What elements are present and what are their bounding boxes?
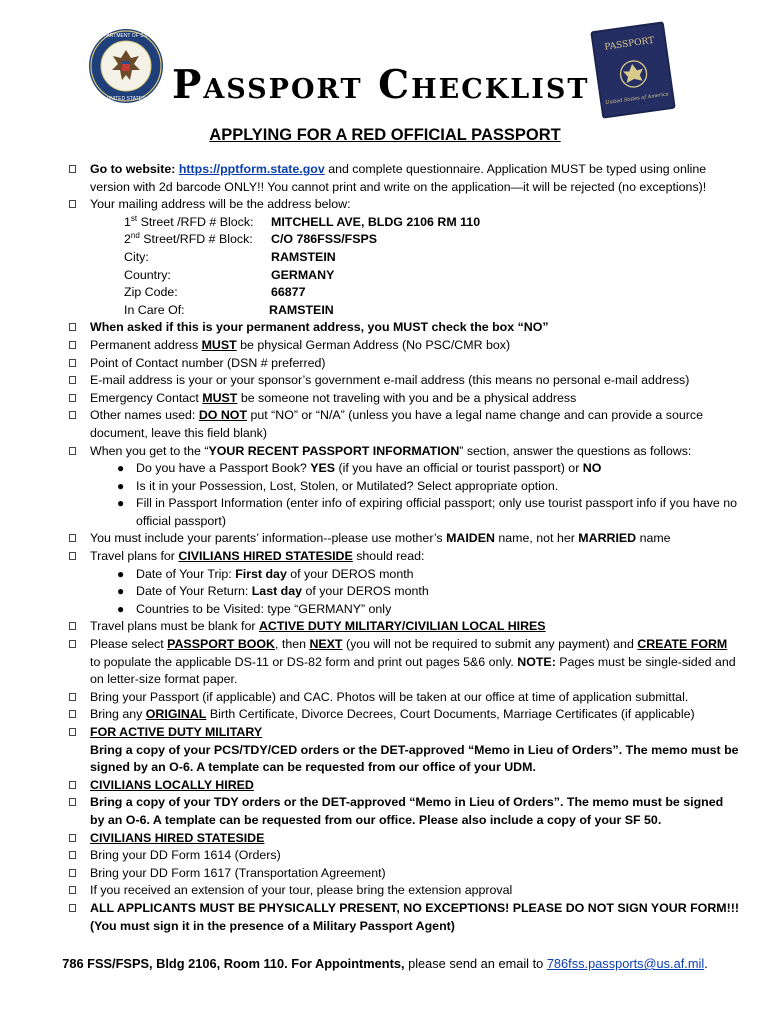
passport-sub: United States of America (604, 91, 670, 107)
svg-text:UNITED STATES: UNITED STATES (106, 96, 146, 102)
checkbox-icon (69, 411, 76, 419)
list-item-poc: Point of Contact number (DSN # preferred) (68, 355, 740, 373)
address-row: City: RAMSTEIN (124, 249, 336, 264)
sub-item: ● Fill in Passport Information (enter info of expiring official passport; only use tourist passport info if you have no official passport) (117, 496, 738, 528)
page-title: Passport Checklist (172, 62, 590, 108)
page-subtitle: APPLYING FOR A RED OFFICIAL PASSPORT (209, 126, 561, 144)
list-item-emergency: Emergency Contact MUST be someone not traveling with you and be a physical address (68, 390, 740, 408)
sub-item: ● Is it in your Possession, Lost, Stolen, or Mutilated? Select appropriate option. (68, 478, 740, 496)
list-item-active-duty: FOR ACTIVE DUTY MILITARY Bring a copy of your PCS/TDY/CED orders or the DET-approved “Memo in Lieu of Orders”. The memo must be signed by an O-6. A template can be requested from our office of your UDM. (68, 724, 740, 777)
sub-item: ● Do you have a Passport Book? YES (if you have an official or tourist passport) or NO (68, 460, 740, 478)
checkbox-icon (69, 165, 76, 173)
list-item-local-hired: CIVILIANS LOCALLY HIRED (68, 777, 740, 795)
passport-book-image (588, 19, 678, 121)
list-item-website: Go to website: https://pptform.state.gov and complete questionnaire. Application MUST be typed using online version with 2d barcode ONLY!! You cannot print and write on the application—it will be rejected (no exceptions)! (68, 161, 740, 196)
checkbox-icon (69, 781, 76, 789)
list-item-local-hired-body: Bring a copy of your TDY orders or the DET-approved “Memo in Lieu of Orders”. The memo must be signed by an O-6. A template can be requested from our office. Please also include a copy of your SF 50. (68, 794, 740, 829)
address-row: In Care Of: RAMSTEIN (124, 302, 334, 317)
list-item-bring-passport: Bring your Passport (if applicable) and CAC. Photos will be taken at our office at time of application submittal. (68, 689, 740, 707)
list-item-email: E-mail address is your or your sponsor’s government e-mail address (this means no personal e-mail address) (68, 372, 740, 390)
checkbox-icon (69, 359, 76, 367)
department-of-state-seal (88, 28, 164, 104)
checkbox-icon (69, 710, 76, 718)
footer: 786 FSS/FSPS, Bldg 2106, Room 110. For Appointments, please send an email to 786fss.passports@us.af.mil. (62, 956, 708, 971)
list-item-other-names: Other names used: DO NOT put “NO” or “N/A” (unless you have a legal name change and can provide a source document, leave this field blank) (68, 407, 740, 442)
bullet-icon: ● (117, 461, 125, 476)
checkbox-icon (69, 447, 76, 455)
sub-item: ● Countries to be Visited: type “GERMANY” only (68, 601, 740, 619)
list-item-bring-original: Bring any ORIGINAL Birth Certificate, Divorce Decrees, Court Documents, Marriage Certificates (if applicable) (68, 706, 740, 724)
sub-item: ● Date of Your Trip: First day of your DEROS month (68, 566, 740, 584)
checkbox-icon (69, 376, 76, 384)
checkbox-icon (69, 552, 76, 560)
list-item-perm-address: Permanent address MUST be physical German Address (No PSC/CMR box) (68, 337, 740, 355)
bullet-icon: ● (117, 496, 125, 511)
list-item-travel-blank: Travel plans must be blank for ACTIVE DUTY MILITARY/CIVILIAN LOCAL HIRES (68, 618, 740, 636)
checkbox-icon (69, 394, 76, 402)
list-item-stateside: CIVILIANS HIRED STATESIDE (68, 830, 740, 848)
list-item-all-applicants: ALL APPLICANTS MUST BE PHYSICALLY PRESENT, NO EXCEPTIONS! PLEASE DO NOT SIGN YOUR FORM!!! (You must sign it in the presence of a Military Passport Agent) (68, 900, 740, 935)
checkbox-icon (69, 323, 76, 331)
checkbox-icon (69, 200, 76, 208)
list-item-dd1617: Bring your DD Form 1617 (Transportation Agreement) (68, 865, 740, 883)
checkbox-icon (69, 834, 76, 842)
passport-label: PASSPORT (603, 35, 655, 53)
checkbox-icon (69, 341, 76, 349)
checkbox-icon (69, 798, 76, 806)
list-item-permanent: When asked if this is your permanent address, you MUST check the box “NO” (68, 319, 740, 337)
sub-item: ● Date of Your Return: Last day of your DEROS month (68, 583, 740, 601)
address-row: Country: GERMANY (124, 267, 335, 282)
checkbox-icon (69, 886, 76, 894)
checkbox-icon (69, 534, 76, 542)
list-item-mailing: Your mailing address will be the address below: (68, 196, 740, 214)
bullet-icon: ● (117, 478, 125, 493)
list-item-travel-stateside: Travel plans for CIVILIANS HIRED STATESIDE should read: (68, 548, 740, 566)
list-item-extension: If you received an extension of your tour, please bring the extension approval (68, 882, 740, 900)
list-item-parents: You must include your parents’ information--please use mother’s MAIDEN name, not her MARRIED name (68, 530, 740, 548)
checkbox-icon (69, 728, 76, 736)
address-row: 1st Street /RFD # Block: MITCHELL AVE, BLDG 2106 RM 110 (124, 213, 481, 229)
checkbox-icon (69, 693, 76, 701)
list-item-select: Please select PASSPORT BOOK, then NEXT (you will not be required to submit any payment) and CREATE FORM to populate the applicable DS-11 or DS-82 form and print out pages 5&6 only. NOTE: Pages must be single-sided and on letter-size format paper. (68, 636, 740, 689)
checkbox-icon (69, 622, 76, 630)
list-item-recent: When you get to the “YOUR RECENT PASSPORT INFORMATION” section, answer the questions as follows: (68, 443, 740, 461)
address-row: Zip Code: 66877 (124, 285, 306, 300)
list-item-dd1614: Bring your DD Form 1614 (Orders) (68, 847, 740, 865)
bullet-icon: ● (117, 584, 125, 599)
checkbox-icon (69, 851, 76, 859)
address-row: 2nd Street/RFD # Block: C/O 786FSS/FSPS (124, 231, 378, 247)
checkbox-icon (69, 640, 76, 648)
pptform-link[interactable]: https://pptform.state.gov (178, 162, 325, 176)
checkbox-icon (69, 904, 76, 912)
email-link[interactable]: 786fss.passports@us.af.mil (546, 956, 705, 971)
checkbox-icon (69, 869, 76, 877)
bullet-icon: ● (117, 566, 125, 581)
checklist (68, 161, 740, 935)
bullet-icon: ● (117, 601, 125, 616)
svg-text:DEPARTMENT OF STATE: DEPARTMENT OF STATE (96, 33, 156, 39)
